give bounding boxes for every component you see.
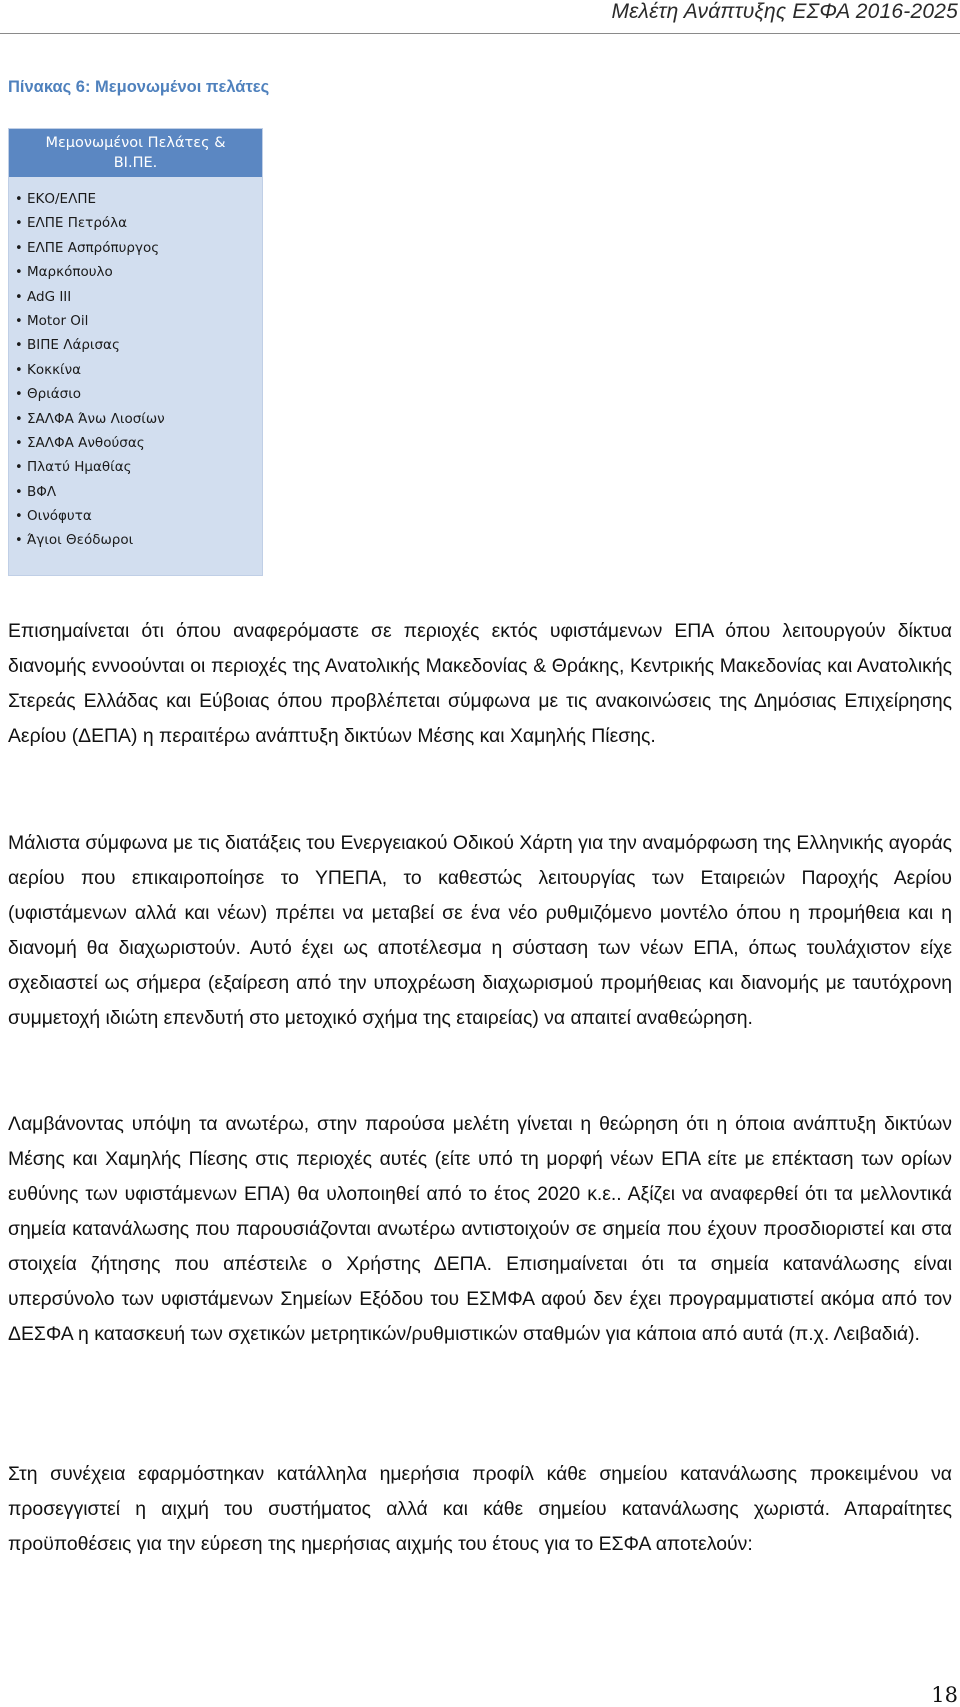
client-list-item-label: Άγιοι Θεόδωροι — [27, 532, 134, 549]
bullet-icon: • — [15, 289, 23, 305]
client-list-item-label: Κοκκίνα — [27, 361, 82, 378]
paragraph-1: Επισημαίνεται ότι όπου αναφερόμαστε σε περιοχές εκτός υφιστάμενων ΕΠΑ όπου λειτουργούν δίκτυα διανομής εννοούνται οι περιοχές της Ανατολικής Μακεδονίας & Θράκης, Κεντρικής Μακεδονίας και Ανατολικής Στερεάς Ελλάδας και Εύβοιας όπου προβλέπεται σύμφωνα με τις ανακοινώσεις της Δημόσιας Επιχείρησης Αερίου (ΔΕΠΑ) η περαιτέρω ανάπτυξη δικτύων Μέσης και Χαμηλής Πίεσης. — [8, 620, 952, 747]
bullet-icon: • — [15, 509, 23, 525]
client-list-item — [15, 285, 262, 309]
bullet-icon: • — [15, 533, 23, 549]
bullet-icon: • — [15, 192, 23, 207]
header-divider — [0, 33, 960, 34]
client-list-item — [15, 504, 262, 528]
table-caption: Πίνακας 6: Μεμονωμένοι πελάτες — [8, 78, 270, 96]
bullet-icon: • — [15, 484, 23, 500]
client-list-item — [15, 260, 262, 284]
clients-diagram-header-line2: ΒΙ.ΠΕ. — [113, 155, 158, 171]
client-list-item-label: Οινόφυτα — [27, 508, 92, 525]
client-list-item — [15, 528, 262, 552]
bullet-icon: • — [15, 265, 23, 281]
client-list-item — [15, 480, 262, 504]
client-list-item-label: ΕΛΠΕ Πετρόλα — [27, 215, 128, 232]
bullet-icon: • — [15, 216, 23, 232]
paragraph-3: Λαμβάνοντας υπόψη τα ανωτέρω, στην παρούσα μελέτη γίνεται η θεώρηση ότι η όποια ανάπτυξη δικτύων Μέσης και Χαμηλής Πίεσης στις περιοχές αυτές (είτε υπό τη μορφή νέων ΕΠΑ είτε με επέκταση των ορίων ευθύνης των υφιστάμενων ΕΠΑ) θα υλοποιηθεί από το έτος 2020 κ.ε.. Αξίζει να αναφερθεί ότι τα μελλοντικά σημεία κατανάλωσης που παρουσιάζονται ανωτέρω αντιστοιχούν σε σημεία που έχουν προσδιοριστεί και στα στοιχεία ζήτησης που απέστειλε ο Χρήστης ΔΕΠΑ. Επισημαίνεται ότι τα σημεία κατανάλωσης είναι υπερσύνολο των υφιστάμενων Σημείων Εξόδου του ΕΣΜΦΑ αφού δεν έχει προγραμματιστεί ακόμα από τον ΔΕΣΦΑ η κατασκευή των σχετικών μετρητικών/ρυθμιστικών σταθμών για κάποια από αυτά (π.χ. Λειβαδιά). — [8, 1113, 952, 1345]
paragraph-2: Μάλιστα σύμφωνα με τις διατάξεις του Ενεργειακού Οδικού Χάρτη για την αναμόρφωση της Ελληνικής αγοράς αερίου που επικαιροποίησε το ΥΠΕΠΑ, το καθεστώς λειτουργίας των Εταιρειών Παροχής Αερίου (υφιστάμενων αλλά και νέων) πρέπει να μεταβεί σε ένα νέο ρυθμιζόμενο μοντέλο όπου η προμήθεια και η διανομή θα διαχωριστούν. Αυτό έχει ως αποτέλεσμα η σύσταση των νέων ΕΠΑ, όπως τουλάχιστον είχε σχεδιαστεί ως σήμερα (εξαίρεση από την υποχρέωση διαχωρισμού προμήθειας και διανομής με ταυτόχρονη συμμετοχή ιδιώτη επενδυτή στο μετοχικό σχήμα της εταιρείας) να απαιτεί αναθεώρηση. — [8, 832, 952, 1029]
clients-diagram-box — [8, 128, 263, 576]
client-list-item — [15, 455, 262, 479]
client-list-item-label: ΒΙΠΕ Λάρισας — [27, 337, 120, 354]
client-list-item-label: ΕΛΠΕ Ασπρόπυργος — [27, 239, 160, 256]
bullet-icon: • — [15, 338, 23, 354]
client-list-item-label: ΒΦΛ — [27, 483, 57, 500]
client-list-item — [15, 236, 262, 260]
client-list-item-label: ΕΚΟ/ΕΛΠΕ — [27, 191, 97, 207]
bullet-icon: • — [15, 313, 23, 329]
bullet-icon: • — [15, 435, 23, 451]
client-list-item-label: Motor Oil — [27, 312, 89, 329]
client-list-item-label: ΣΑΛΦΑ Ανθούσας — [27, 434, 145, 451]
client-list-item — [15, 333, 262, 357]
client-list-item — [15, 382, 262, 406]
clients-diagram-header — [9, 129, 262, 177]
client-list-item-label: Μαρκόπουλο — [27, 264, 113, 281]
bullet-icon: • — [15, 411, 23, 427]
client-list-item — [15, 431, 262, 455]
client-list-item — [15, 358, 262, 382]
client-list-item — [15, 187, 262, 211]
clients-diagram-header-line1: Μεμονωμένοι Πελάτες & — [45, 135, 226, 151]
bullet-icon: • — [15, 362, 23, 378]
client-list-item — [15, 407, 262, 431]
clients-list — [9, 177, 262, 553]
client-list-item-label: AdG III — [27, 288, 72, 305]
bullet-icon: • — [15, 387, 23, 403]
bullet-icon: • — [15, 240, 23, 256]
client-list-item-label: Πλατύ Ημαθίας — [27, 459, 132, 476]
client-list-item — [15, 211, 262, 235]
running-header-title: Μελέτη Ανάπτυξης ΕΣΦΑ 2016-2025 — [611, 0, 958, 23]
client-list-item-label: Θριάσιο — [27, 386, 82, 403]
page-number: 18 — [931, 1683, 958, 1707]
client-list-item — [15, 309, 262, 333]
client-list-item-label: ΣΑΛΦΑ Άνω Λιοσίων — [27, 410, 165, 427]
paragraph-4: Στη συνέχεια εφαρμόστηκαν κατάλληλα ημερήσια προφίλ κάθε σημείου κατανάλωσης προκειμένου να προσεγγιστεί η αιχμή του συστήματος αλλά και κάθε σημείου κατανάλωσης χωριστά. Απαραίτητες προϋποθέσεις για την εύρεση της ημερήσιας αιχμής του έτους για το ΕΣΦΑ αποτελούν: — [8, 1463, 952, 1555]
bullet-icon: • — [15, 460, 23, 476]
